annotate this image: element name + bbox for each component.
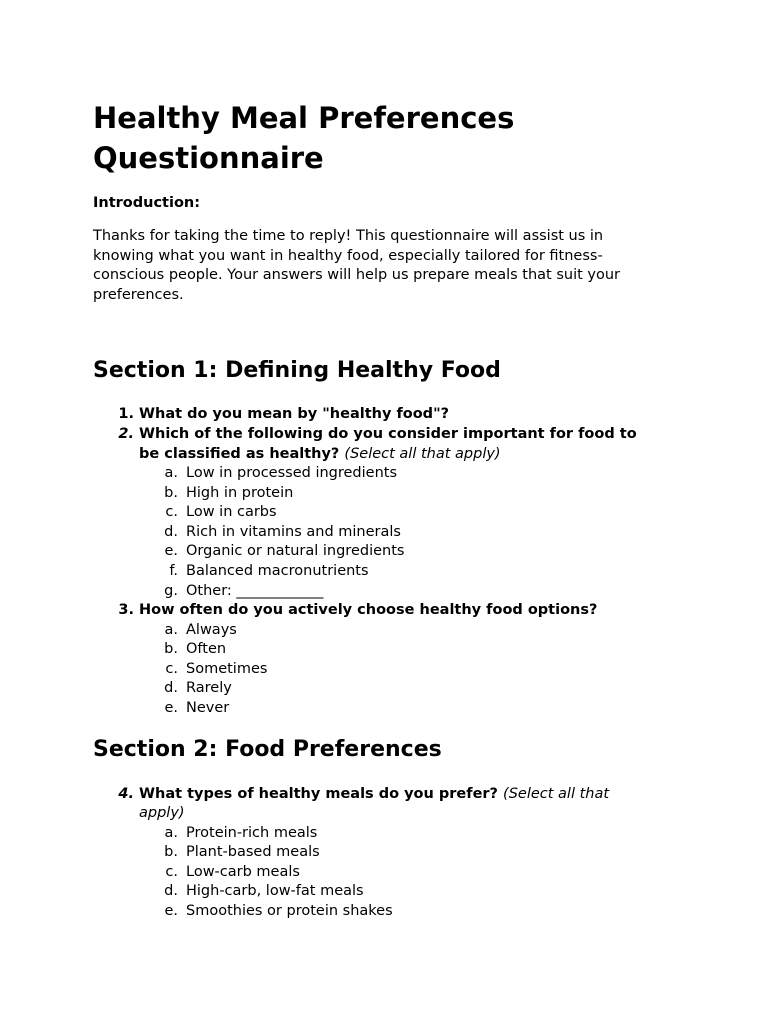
question-number: 2.	[118, 426, 134, 442]
option-letter: d.	[164, 883, 178, 899]
option-letter: b.	[164, 844, 178, 860]
question-1-text: What do you mean by "healthy food"?	[139, 406, 450, 422]
page-title-line-2: Questionnaire	[93, 141, 324, 175]
option-letter: f.	[169, 563, 178, 579]
question-4-text: What types of healthy meals do you prefer?	[139, 786, 498, 802]
option-text: Low-carb meals	[186, 864, 300, 880]
option-text: Balanced macronutrients	[186, 563, 369, 579]
question-4-note: (Select all that	[503, 786, 610, 802]
option-letter: c.	[165, 504, 178, 520]
intro-line: conscious people. Your answers will help us prepare meals that suit your	[93, 267, 621, 284]
option-text: Low in processed ingredients	[186, 465, 398, 481]
option-letter: d.	[164, 524, 178, 540]
option-text: Protein-rich meals	[186, 825, 318, 841]
option-text: Other: ____________	[186, 583, 324, 599]
question-4-note-cont: apply)	[139, 805, 185, 821]
intro-line: preferences.	[93, 286, 184, 303]
option-letter: b.	[164, 485, 178, 501]
option-letter: e.	[164, 903, 178, 919]
question-2-text: be classified as healthy?	[139, 446, 340, 462]
option-letter: g.	[164, 583, 178, 599]
option-letter: c.	[165, 864, 178, 880]
option-letter: c.	[165, 661, 178, 677]
option-text: Organic or natural ingredients	[186, 543, 405, 559]
option-letter: a.	[164, 825, 178, 841]
option-letter: e.	[164, 700, 178, 716]
page-title-line-1: Healthy Meal Preferences	[93, 101, 515, 135]
option-letter: b.	[164, 641, 178, 657]
option-text: Plant-based meals	[186, 844, 320, 860]
question-number: 4.	[118, 786, 134, 802]
question-3-text: How often do you actively choose healthy food options?	[139, 602, 598, 618]
question-2-note: (Select all that apply)	[344, 446, 501, 462]
section-2-heading: Section 2: Food Preferences	[93, 737, 442, 762]
option-text: Low in carbs	[186, 504, 277, 520]
option-letter: e.	[164, 543, 178, 559]
option-text: High-carb, low-fat meals	[186, 883, 364, 899]
option-letter: a.	[164, 622, 178, 638]
intro-heading: Introduction:	[93, 195, 201, 211]
question-4-line-1	[139, 785, 609, 805]
intro-line: knowing what you want in healthy food, especially tailored for fitness-	[93, 247, 603, 264]
question-2-line-2	[139, 445, 501, 465]
question-2-line-1: Which of the following do you consider important for food to	[139, 426, 637, 442]
option-letter: a.	[164, 465, 178, 481]
option-text: Often	[186, 641, 227, 657]
option-text: Rich in vitamins and minerals	[186, 524, 401, 540]
option-text: Rarely	[186, 680, 232, 696]
question-number: 3.	[118, 602, 134, 618]
option-text: Sometimes	[186, 661, 268, 677]
question-4-line-2	[139, 804, 185, 824]
section-1-heading: Section 1: Defining Healthy Food	[93, 358, 501, 383]
option-letter: d.	[164, 680, 178, 696]
option-text: Smoothies or protein shakes	[186, 903, 393, 919]
option-text: Always	[186, 622, 237, 638]
option-text: High in protein	[186, 485, 294, 501]
intro-line: Thanks for taking the time to reply! This questionnaire will assist us in	[93, 228, 604, 244]
question-number: 1.	[118, 406, 134, 422]
option-text: Never	[186, 700, 230, 716]
intro-paragraph	[93, 227, 620, 305]
